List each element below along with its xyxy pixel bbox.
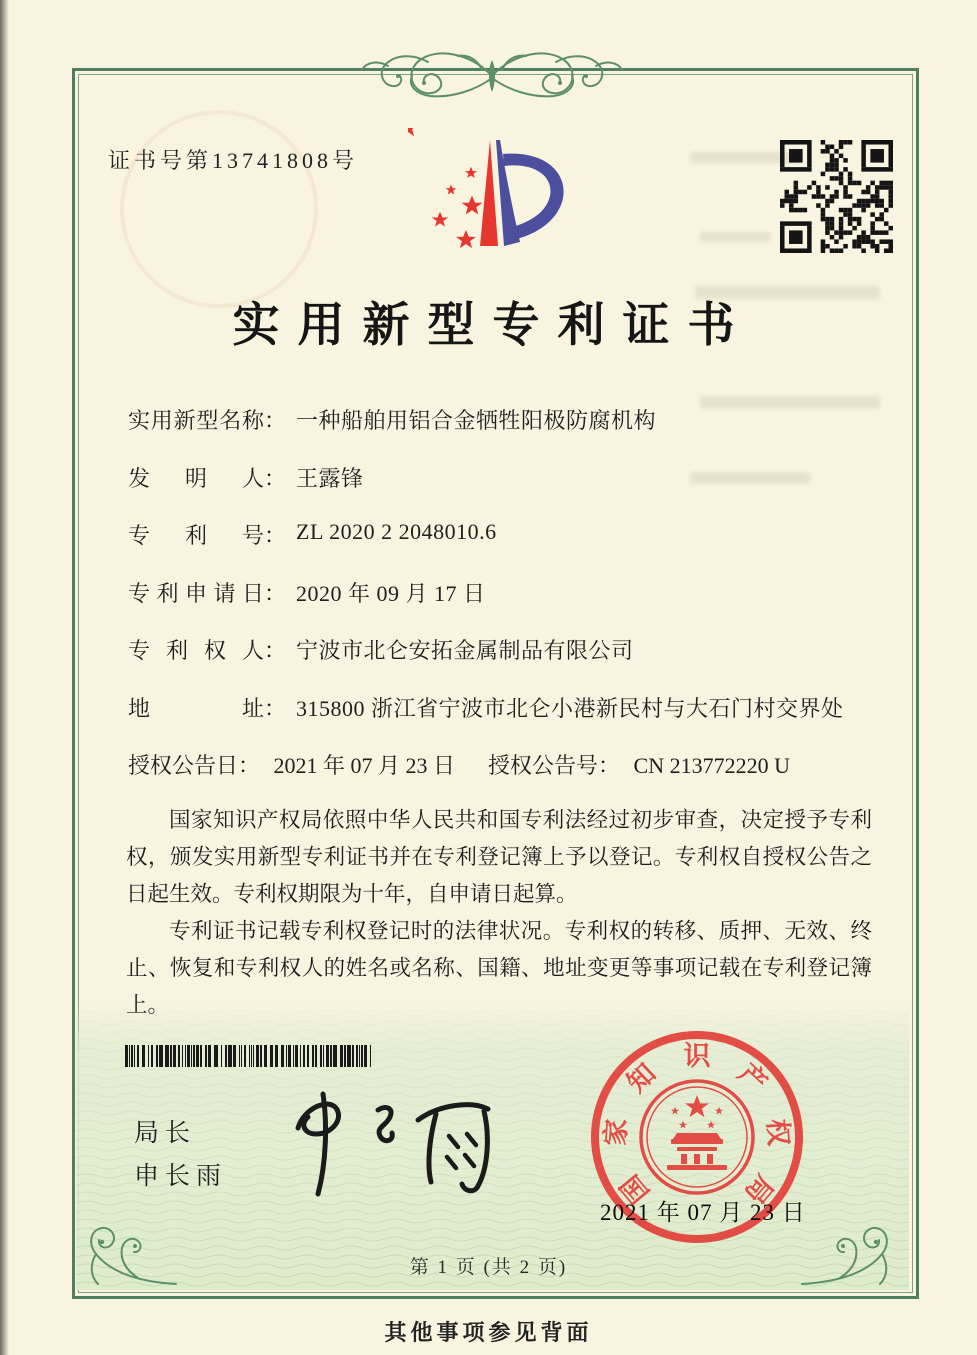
- field-label: 专利申请日: [128, 580, 264, 606]
- field-value: 王露锋: [296, 465, 364, 491]
- field-label: 专利权人: [128, 638, 264, 663]
- seal-date: 2021 年 07 月 23 日: [600, 1200, 806, 1225]
- grant-number-value: CN 213772220 U: [633, 753, 790, 778]
- logo-blue-swoosh: [503, 154, 564, 240]
- field-value: ZL 2020 2 2048010.6: [296, 519, 497, 544]
- field-label: 专利号: [128, 523, 264, 548]
- seal-national-emblem: [667, 1095, 727, 1170]
- field-row-inventor: 发明人： 王露锋: [128, 462, 888, 520]
- svg-text:权: 权: [762, 1117, 794, 1147]
- grant-row: 授权公告日： 2021 年 07 月 23 日 授权公告号： CN 213772220 U: [128, 753, 790, 778]
- field-row-address: 地址： 315800 浙江省宁波市北仑小港新民村与大石门村交界处: [128, 692, 888, 750]
- svg-text:局: 局: [738, 1169, 780, 1210]
- field-row-invention-name: 实用新型名称： 一种船舶用铝合金牺牲阳极防腐机构: [128, 404, 888, 462]
- logo-red-wedge: [480, 140, 498, 246]
- field-label: 实用新型名称: [128, 408, 264, 433]
- director-signature-icon: [268, 1088, 513, 1203]
- field-value: 315800 浙江省宁波市北仑小港新民村与大石门村交界处: [296, 695, 844, 721]
- svg-text:国: 国: [614, 1169, 656, 1210]
- qr-code-icon: [780, 140, 893, 253]
- field-value: 宁波市北仑安拓金属制品有限公司: [296, 638, 634, 663]
- field-value: 2020 年 09 月 17 日: [296, 580, 486, 606]
- body-paragraph-2: 专利证书记载专利权登记时的法律状况。专利权的转移、质押、无效、终止、恢复和专利权人的姓名或名称、国籍、地址变更等事项记载在专利登记簿上。: [126, 919, 872, 1017]
- certificate-title: 实用新型专利证书: [232, 300, 753, 352]
- barcode-icon: [125, 1045, 377, 1067]
- director-title: 局长: [134, 1120, 197, 1147]
- body-paragraph-1: 国家知识产权局依照中华人民共和国专利法经过初步审查，决定授予专利权，颁发实用新型专利证书并在专利登记簿上予以登记。专利权自授权公告之日起生效。专利权期限为十年，自申请日起算。: [126, 808, 872, 906]
- director-name: 申长雨: [134, 1163, 228, 1190]
- grant-date-label: 授权公告日: [128, 753, 239, 778]
- scan-edge-shadow: [0, 0, 9, 1355]
- field-row-patentee: 专利权人： 宁波市北仑安拓金属制品有限公司: [128, 634, 888, 692]
- top-flourish-ornament: [332, 42, 652, 112]
- cnipa-logo-icon: [408, 128, 583, 268]
- svg-text:产: 产: [732, 1057, 773, 1099]
- svg-text:家: 家: [600, 1117, 632, 1147]
- field-row-filing-date: 专利申请日： 2020 年 09 月 17 日: [128, 577, 888, 635]
- field-list: [128, 404, 888, 749]
- svg-text:识: 识: [683, 1041, 711, 1071]
- field-row-patent-number: 专利号： ZL 2020 2 2048010.6: [128, 519, 497, 548]
- back-side-note: 其他事项参见背面: [384, 1320, 593, 1345]
- svg-text:知: 知: [621, 1057, 662, 1099]
- grant-number-label: 授权公告号: [488, 753, 599, 778]
- field-label: 地址: [128, 695, 264, 721]
- field-label: 发明人: [128, 465, 264, 491]
- certificate-number: 证书号第13741808号: [108, 148, 359, 173]
- field-value: 一种船舶用铝合金牺牲阳极防腐机构: [296, 408, 657, 433]
- legal-body-text: [126, 802, 872, 1024]
- page-number: 第 1 页 (共 2 页): [409, 1257, 568, 1278]
- grant-date-value: 2021 年 07 月 23 日: [273, 753, 456, 778]
